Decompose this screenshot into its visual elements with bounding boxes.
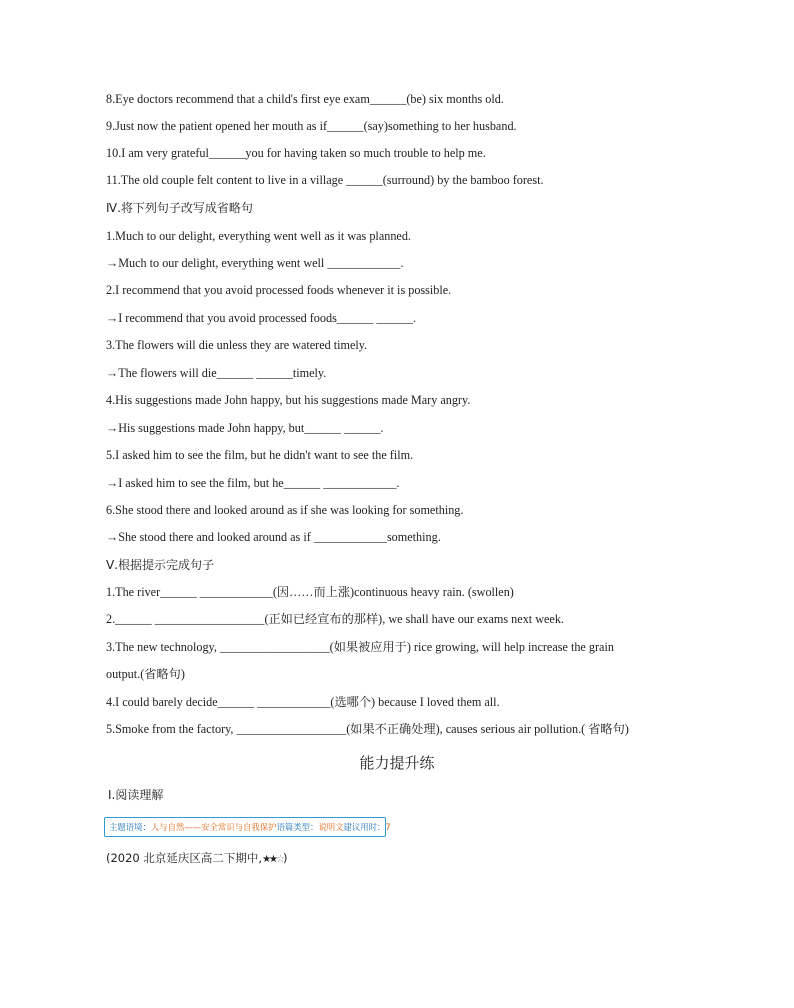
source-close: )	[282, 851, 288, 865]
star-empty-icon: ☆	[276, 854, 283, 865]
exercise-item: 5.I asked him to see the film, but he didn't want to see the film.	[106, 448, 414, 462]
banner-time-label: 建议用时：	[343, 822, 386, 832]
exercise-item: 6.She stood there and looked around as if she was looking for something.	[106, 503, 464, 517]
banner-time-value: 7	[385, 822, 391, 832]
exercise-item: 10.I am very grateful______you for having taken so much trouble to help me.	[106, 146, 486, 160]
exercise-item: 9.Just now the patient opened her mouth as if______(say)something to her husband.	[106, 119, 517, 133]
exercise-item: 8.Eye doctors recommend that a child's first eye exam______(be) six months old.	[106, 92, 504, 106]
exercise-item: 2.______ __________________(正如已经宣布的那样), we shall have our exams next week.	[106, 612, 564, 626]
exercise-item: 1.The river______ ____________(因……而上涨)continuous heavy rain. (swollen)	[106, 585, 514, 599]
difficulty-stars-icon	[262, 854, 283, 865]
banner-theme-value: 人与自然——安全常识与自我保护	[150, 822, 277, 832]
exercise-item: 4.I could barely decide______ ____________(选哪个) because I loved them all.	[106, 695, 500, 709]
exercise-item: 3.The new technology, __________________(如果被应用于) rice growing, will help increase the grain	[106, 640, 614, 654]
source-text: (2020 北京延庆区高二下期中,	[106, 851, 263, 865]
exercise-item: output.(省略句)	[106, 667, 185, 681]
source-line	[106, 850, 287, 868]
exercise-item: 3.The flowers will die unless they are watered timely.	[106, 338, 368, 352]
exercise-item: →I recommend that you avoid processed foods______ ______.	[106, 311, 417, 325]
section-title: 能力提升练	[359, 754, 435, 772]
exercise-item: 4.His suggestions made John happy, but his suggestions made Mary angry.	[106, 393, 471, 407]
banner-theme-label: 主题语境：	[109, 822, 151, 832]
exercise-item: →She stood there and looked around as if ____________something.	[106, 530, 441, 544]
exercise-item: →His suggestions made John happy, but______ ______.	[106, 421, 384, 435]
exercise-item: →The flowers will die______ ______timely.	[106, 366, 327, 380]
star-filled-icon: ★★	[262, 854, 277, 865]
banner-type-value: 说明文	[318, 822, 344, 832]
section-heading: Ⅳ.将下列句子改写成省略句	[106, 201, 253, 215]
exercise-item: →Much to our delight, everything went well ____________.	[106, 256, 404, 270]
exercise-item: →I asked him to see the film, but he______ ____________.	[106, 476, 400, 490]
exercise-item: 1.Much to our delight, everything went well as it was planned.	[106, 229, 411, 243]
banner-type-label: 语篇类型：	[276, 822, 319, 832]
exercise-item: 5.Smoke from the factory, __________________(如果不正确处理), causes serious air pollution.( 省略句)	[106, 722, 629, 736]
exercise-item: 2.I recommend that you avoid processed foods whenever it is possible.	[106, 283, 452, 297]
theme-banner	[104, 817, 391, 837]
section-heading: Ⅴ.根据提示完成句子	[106, 558, 215, 572]
exercise-item: 11.The old couple felt content to live in a village ______(surround) by the bamboo forest.	[106, 173, 544, 187]
reading-heading: Ⅰ.阅读理解	[108, 788, 164, 802]
